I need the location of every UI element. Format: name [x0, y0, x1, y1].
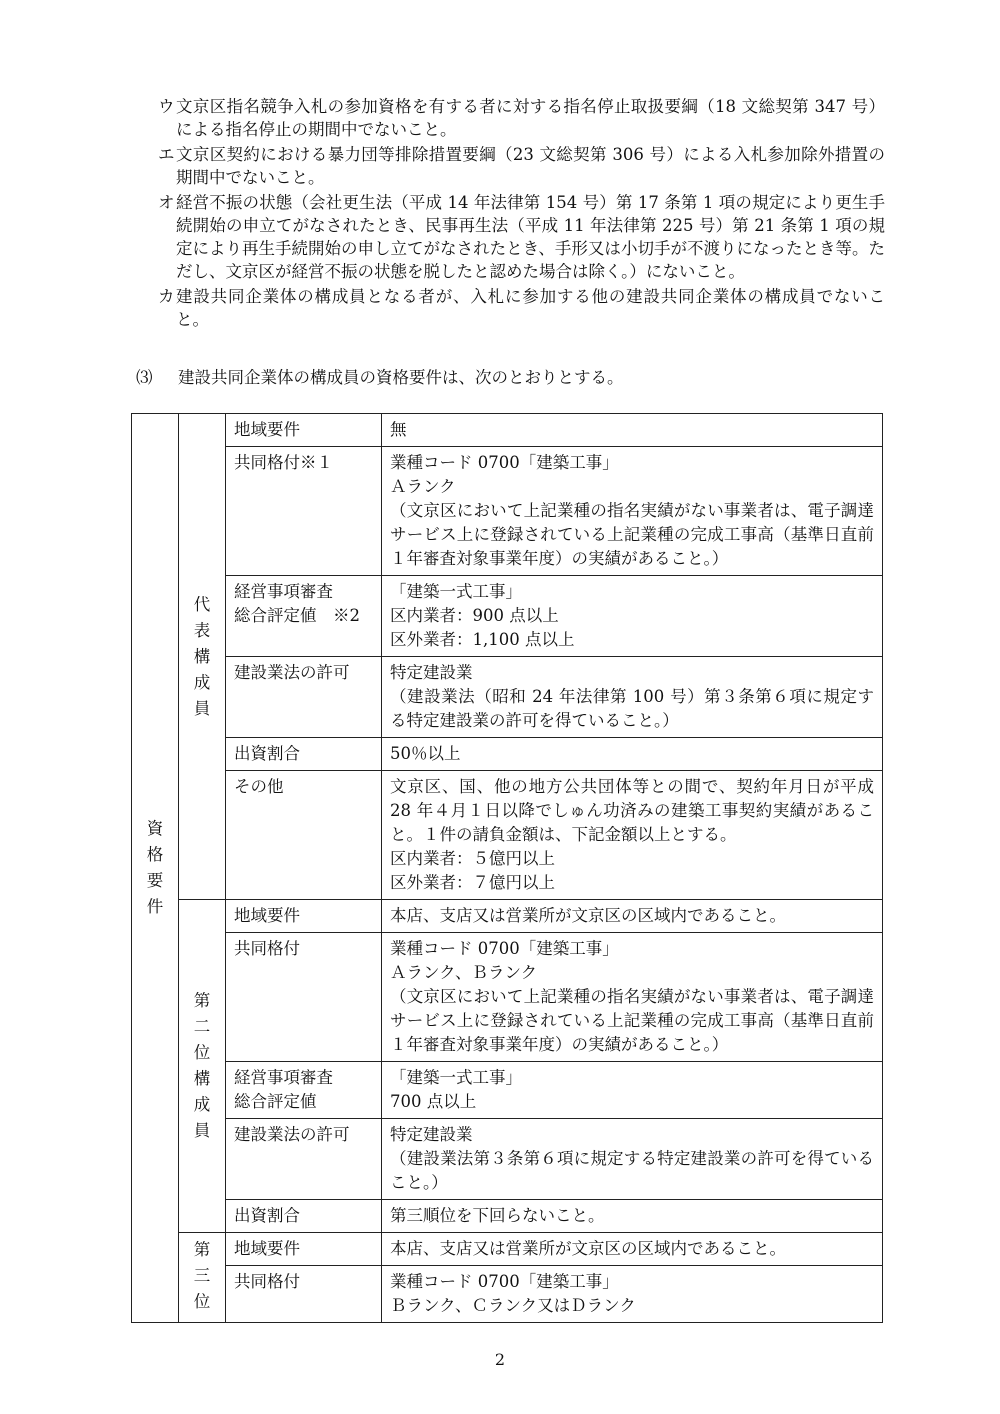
- table-row: [132, 1119, 883, 1200]
- row-label: 経営事項審査 総合評定値: [226, 1062, 382, 1119]
- row-label: 出資割合: [226, 1200, 382, 1233]
- condition-item-e: [150, 143, 885, 189]
- table-row: [132, 447, 883, 576]
- item-text: 経営不振の状態（会社更生法（平成 14 年法律第 154 号）第 17 条第 1 項の規定により更生手続開始の申立てがなされたとき、民事再生法（平成 11 年法律第 225 号）第 21 条第 1 項の規定により再生手続開始の申し立てがなされたとき、手形又は小切手が不渡りになったとき等。ただし、文京区が経営不振の状態を脱したと認めた場合は除く。）にないこと。: [176, 193, 885, 281]
- item-marker: ウ: [158, 97, 175, 116]
- table-row: [132, 1233, 883, 1266]
- table-row: [132, 414, 883, 447]
- row-value: 本店、支店又は営業所が文京区の区域内であること。: [382, 1233, 883, 1266]
- table-row: [132, 933, 883, 1062]
- page-number: 2: [494, 1350, 506, 1369]
- table-row: [132, 771, 883, 900]
- table-row: [132, 900, 883, 933]
- item-marker: オ: [158, 193, 175, 212]
- row-value: 本店、支店又は営業所が文京区の区域内であること。: [382, 900, 883, 933]
- table-row: [132, 576, 883, 657]
- requirements-table: [131, 413, 883, 1323]
- row-label: 共同格付: [226, 1266, 382, 1323]
- qualification-label-cell: [132, 414, 179, 1323]
- row-label: 共同格付: [226, 933, 382, 1062]
- row-label: 建設業法の許可: [226, 657, 382, 738]
- row-value: 50％以上: [382, 738, 883, 771]
- row-value: 業種コード 0700「建築工事」 Ａランク、Ｂランク （文京区において上記業種の指名実績がない事業者は、電子調達サービス上に登録されている上記業種の完成工事高（基準日直前１年審査対象事業年度）の実績があること。）: [382, 933, 883, 1062]
- section-number: ⑶: [136, 368, 153, 387]
- table-row: [132, 1200, 883, 1233]
- row-value: 業種コード 0700「建築工事」 Ａランク （文京区において上記業種の指名実績がない事業者は、電子調達サービス上に登録されている上記業種の完成工事高（基準日直前１年審査対象事業年度）の実績があること。）: [382, 447, 883, 576]
- table-row: [132, 1266, 883, 1323]
- item-text: 建設共同企業体の構成員となる者が、入札に参加する他の建設共同企業体の構成員でないこと。: [176, 287, 885, 329]
- condition-item-o: [150, 191, 885, 283]
- section-heading: [136, 366, 624, 389]
- row-value: 第三順位を下回らないこと。: [382, 1200, 883, 1233]
- row-value: 「建築一式工事」 区内業者：900 点以上 区外業者：1,100 点以上: [382, 576, 883, 657]
- item-marker: カ: [158, 287, 175, 306]
- row-label: 地域要件: [226, 900, 382, 933]
- group-label-cell: [179, 1233, 226, 1323]
- row-label: 共同格付※１: [226, 447, 382, 576]
- row-label: 地域要件: [226, 1233, 382, 1266]
- condition-item-ka: [150, 285, 885, 331]
- row-value: 特定建設業 （建設業法（昭和 24 年法律第 100 号）第３条第６項に規定する特定建設業の許可を得ていること。）: [382, 657, 883, 738]
- condition-list: [150, 95, 885, 333]
- row-value: 「建築一式工事」 700 点以上: [382, 1062, 883, 1119]
- group-label-third: 第三位: [193, 1240, 211, 1311]
- row-value: 無: [382, 414, 883, 447]
- row-value: 特定建設業 （建設業法第３条第６項に規定する特定建設業の許可を得ていること。）: [382, 1119, 883, 1200]
- group-label-cell: [179, 414, 226, 900]
- group-label-second: 第二位構成員: [193, 991, 211, 1140]
- row-label: その他: [226, 771, 382, 900]
- item-text: 文京区契約における暴力団等排除措置要綱（23 文総契第 306 号）による入札参加除外措置の期間中でないこと。: [176, 145, 885, 187]
- row-label: 地域要件: [226, 414, 382, 447]
- table-row: [132, 738, 883, 771]
- section-heading-text: 建設共同企業体の構成員の資格要件は、次のとおりとする。: [178, 368, 624, 387]
- item-text: 文京区指名競争入札の参加資格を有する者に対する指名停止取扱要綱（18 文総契第 347 号）による指名停止の期間中でないこと。: [176, 97, 885, 139]
- row-label: 出資割合: [226, 738, 382, 771]
- qualification-label: 資格要件: [146, 819, 164, 916]
- table-row: [132, 657, 883, 738]
- group-label-cell: [179, 900, 226, 1233]
- row-label: 建設業法の許可: [226, 1119, 382, 1200]
- group-label-representative: 代表構成員: [193, 594, 211, 718]
- row-label: 経営事項審査 総合評定値 ※2: [226, 576, 382, 657]
- row-value: 文京区、国、他の地方公共団体等との間で、契約年月日が平成 28 年４月１日以降でしゅん功済みの建築工事契約実績があること。１件の請負金額は、下記金額以上とする。 区内業者：５億円以上 区外業者：７億円以上: [382, 771, 883, 900]
- item-marker: エ: [158, 145, 175, 164]
- table-row: [132, 1062, 883, 1119]
- condition-item-u: [150, 95, 885, 141]
- row-value: 業種コード 0700「建築工事」 Ｂランク、Ｃランク又はＤランク: [382, 1266, 883, 1323]
